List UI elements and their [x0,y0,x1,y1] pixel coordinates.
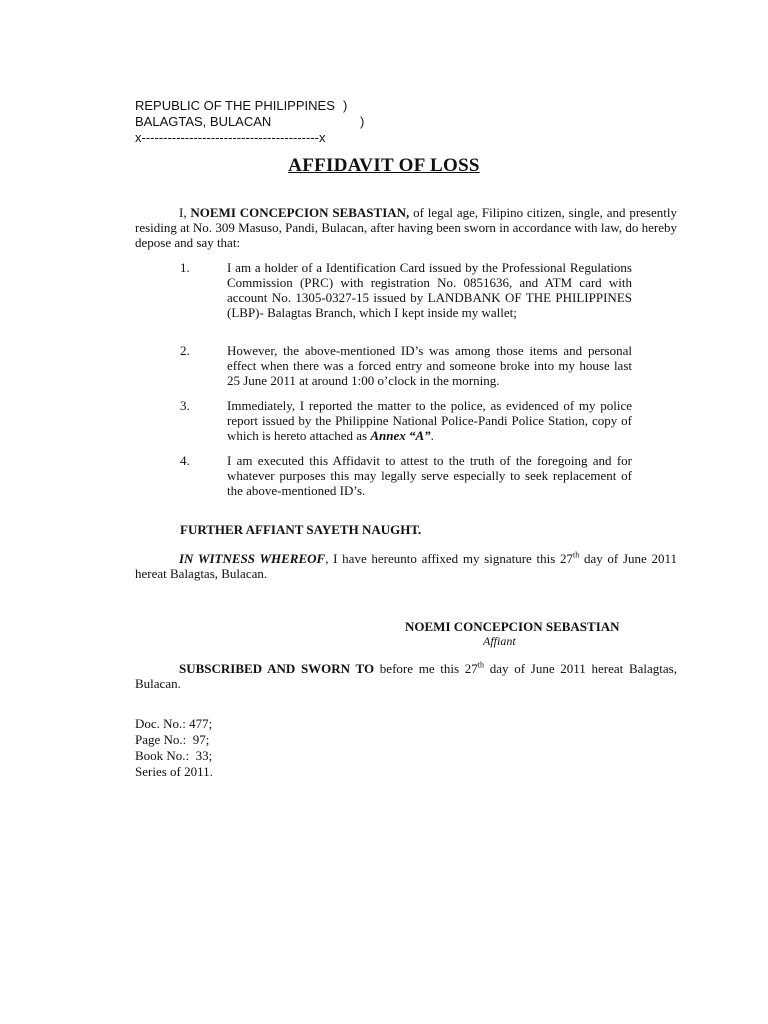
item-text-after: . [430,428,434,443]
list-item [135,260,632,320]
page-number: Page No.: 97; [135,732,210,747]
intro-prefix: I, [179,205,191,220]
item-text-before: Immediately, I reported the matter to the police, as evidenced of my police report issued by the Philippine National Police-Pandi Police Station, copy of which is hereto attached as [227,398,632,443]
document-caption [135,98,365,146]
item-text [227,398,632,443]
caption-line-2 [135,114,365,130]
witness-text-2: day of June 2011 hereat Balagtas, Bulacan. [135,551,677,581]
caption-paren-2: ) [360,114,365,129]
intro-paragraph [135,205,677,250]
series-year: Series of 2011. [135,764,213,779]
caption-republic: REPUBLIC OF THE PHILIPPINES [135,98,335,113]
witness-ordinal: th [573,550,580,560]
jurat-text-2: day of June 2011 hereat Balagtas, Bulacan. [135,661,677,691]
item-number: 1. [180,260,190,275]
item-text: However, the above-mentioned ID’s was among those items and personal effect when there was a forced entry and someone broke into my house last 25 June 2011 at around 1:00 o’clock in the morning. [227,343,632,388]
annex-reference: Annex “A” [370,428,431,443]
list-item [135,343,632,388]
witness-paragraph [135,551,677,581]
notarial-register [135,716,213,780]
jurat-ordinal: th [477,660,485,670]
witness-lead: IN WITNESS WHEREOF [179,551,326,566]
item-number: 3. [180,398,190,413]
caption-paren-1: ) [343,98,348,113]
further-affiant-line: FURTHER AFFIANT SAYETH NAUGHT. [180,522,422,537]
jurat-text-1: before me this 27 [374,661,478,676]
item-text: I am a holder of a Identification Card issued by the Professional Regulations Commission (PRC) with registration No. 0851636, and ATM card with account No. 1305-0327-15 issued by LANDBANK OF THE PHILIPPINES (LBP)- Balagtas Branch, which I kept inside my wallet; [227,260,632,320]
jurat-paragraph [135,661,677,691]
doc-number: Doc. No.: 477; [135,716,213,731]
caption-separator: x-----------------------------------------x [135,130,326,145]
affiant-label: Affiant [483,634,516,648]
caption-line-1 [135,98,348,114]
item-number: 4. [180,453,190,468]
list-item [135,453,632,498]
book-number: Book No.: 33; [135,748,213,763]
list-item [135,398,632,443]
item-text: I am executed this Affidavit to attest to the truth of the foregoing and for whatever purposes this may legally serve especially to seek replacement of the above-mentioned ID’s. [227,453,632,498]
jurat-lead: SUBSCRIBED AND SWORN TO [179,661,375,676]
affiant-signature-name: NOEMI CONCEPCION SEBASTIAN [405,619,620,634]
intro-text: of legal age, Filipino citizen, single, and presently residing at No. 309 Masuso, Pandi, Bulacan, after having been sworn in accordance with law, do hereby depose and say that: [135,205,677,250]
witness-text-1: , I have hereunto affixed my signature this 27 [325,551,574,566]
item-number: 2. [180,343,190,358]
affiant-name-inline: NOEMI CONCEPCION SEBASTIAN, [190,205,410,220]
caption-location: BALAGTAS, BULACAN [135,114,272,129]
document-title: AFFIDAVIT OF LOSS [288,155,480,176]
